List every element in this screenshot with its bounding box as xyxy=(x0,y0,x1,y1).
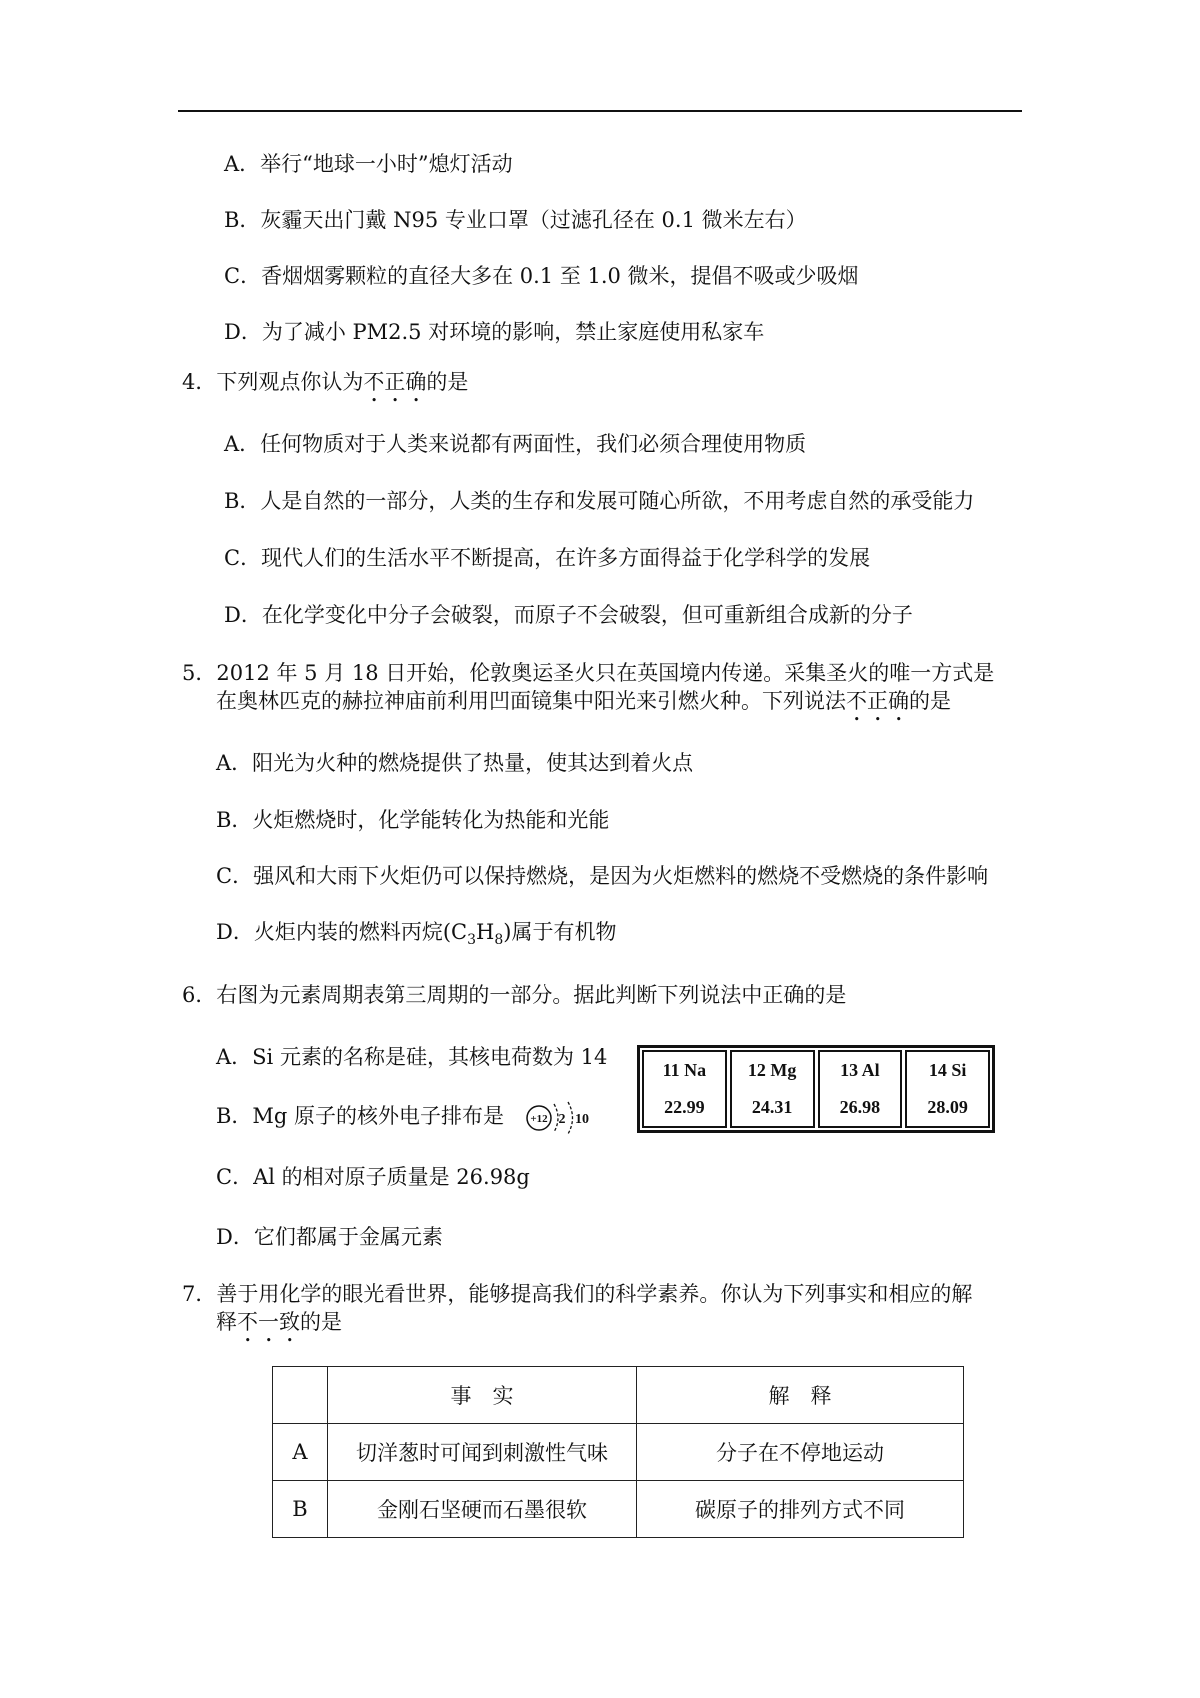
table-row xyxy=(273,1481,964,1538)
q5-option-d-sub1: 3 xyxy=(467,932,477,949)
mg-shell1: 2 xyxy=(558,1112,566,1127)
q6-stem-text: 右图为元素周期表第三周期的一部分。据此判断下列说法中正确的是 xyxy=(216,983,847,1007)
table-header-cell: 事 实 xyxy=(328,1367,637,1424)
element-cell-si xyxy=(905,1050,990,1128)
q5-option-b: B．火炬燃烧时，化学能转化为热能和光能 xyxy=(216,808,610,832)
element-mass: 28.09 xyxy=(927,1097,968,1117)
q5-stem-line1 xyxy=(182,659,994,687)
q7-table xyxy=(272,1366,964,1538)
q7-line2-post: 的是 xyxy=(300,1310,342,1334)
q7-line1: 善于用化学的眼光看世界，能够提高我们的科学素养。你认为下列事实和相应的解 xyxy=(216,1282,973,1306)
table-cell: 金刚石坚硬而石墨很软 xyxy=(328,1481,637,1538)
q7-line2-emphasis: 不一致 xyxy=(237,1310,300,1334)
q5-option-d-post: )属于有机物 xyxy=(503,920,617,944)
mg-shell2: 10 xyxy=(575,1112,589,1127)
q6-option-b: B．Mg 原子的核外电子排布是 xyxy=(216,1104,505,1128)
element-cell-al xyxy=(818,1050,903,1128)
element-mass: 22.99 xyxy=(664,1097,705,1117)
q7-stem-line1 xyxy=(182,1280,972,1308)
q6-option-d: D．它们都属于金属元素 xyxy=(216,1225,443,1249)
q3-option-c: C．香烟烟雾颗粒的直径大多在 0.1 至 1.0 微米，提倡不吸或少吸烟 xyxy=(224,264,859,288)
table-header-row xyxy=(273,1367,964,1424)
element-symbol: 11 Na xyxy=(662,1060,707,1080)
q4-option-d: D．在化学变化中分子会破裂，而原子不会破裂，但可重新组合成新的分子 xyxy=(224,603,913,627)
q7-line2-pre: 释 xyxy=(216,1310,237,1334)
q5-line2-pre: 在奥林匹克的赫拉神庙前利用凹面镜集中阳光来引燃火种。下列说法 xyxy=(216,689,846,713)
q7-stem-line2 xyxy=(216,1308,342,1347)
element-cell-na xyxy=(642,1050,727,1128)
periodic-table-fragment xyxy=(637,1045,995,1133)
q4-stem xyxy=(182,368,468,407)
q6-stem xyxy=(182,981,846,1009)
q3-option-a: A．举行“地球一小时”熄灯活动 xyxy=(224,152,513,176)
q4-stem-emphasis: 不正确 xyxy=(363,370,427,394)
element-mass: 26.98 xyxy=(839,1097,881,1117)
q5-option-c: C．强风和大雨下火炬仍可以保持燃烧，是因为火炬燃料的燃烧不受燃烧的条件影响 xyxy=(216,864,989,888)
mg-nucleus: +12 xyxy=(530,1113,548,1125)
q5-line2-post: 的是 xyxy=(909,689,951,713)
q5-line2-emphasis: 不正确 xyxy=(846,689,909,713)
table-cell: 碳原子的排列方式不同 xyxy=(637,1481,964,1538)
element-mass: 24.31 xyxy=(751,1097,793,1117)
q4-stem-pre: 下列观点你认为 xyxy=(216,370,364,394)
element-cell-mg xyxy=(730,1050,815,1128)
table-cell: 切洋葱时可闻到刺激性气味 xyxy=(328,1424,637,1481)
q5-line1: 2012 年 5 月 18 日开始，伦敦奥运圣火只在英国境内传递。采集圣火的唯一方式是 xyxy=(216,661,995,685)
q5-option-d xyxy=(216,918,616,954)
q4-option-c: C．现代人们的生活水平不断提高，在许多方面得益于化学科学的发展 xyxy=(224,546,871,570)
table-cell: B xyxy=(273,1481,328,1538)
q4-option-a: A．任何物质对于人类来说都有两面性，我们必须合理使用物质 xyxy=(224,432,807,456)
table-row xyxy=(273,1424,964,1481)
element-symbol: 14 Si xyxy=(928,1060,967,1080)
element-symbol: 13 Al xyxy=(840,1060,880,1080)
header-rule xyxy=(178,110,1022,112)
q3-option-d: D．为了减小 PM2.5 对环境的影响，禁止家庭使用私家车 xyxy=(224,320,765,344)
q5-option-d-sub2: 8 xyxy=(494,932,504,949)
q6-number: 6． xyxy=(182,983,217,1007)
q5-option-d-mid: H xyxy=(476,920,495,944)
q4-number: 4． xyxy=(182,370,217,394)
table-header-cell xyxy=(273,1367,328,1424)
table-cell: A xyxy=(273,1424,328,1481)
q4-option-b: B．人是自然的一部分，人类的生存和发展可随心所欲，不用考虑自然的承受能力 xyxy=(224,489,975,513)
q3-option-b: B．灰霾天出门戴 N95 专业口罩（过滤孔径在 0.1 微米左右） xyxy=(224,208,807,232)
q5-option-d-pre: D．火炬内装的燃料丙烷(C xyxy=(216,920,468,944)
q5-stem-line2 xyxy=(216,687,951,726)
mg-atom-diagram xyxy=(524,1101,594,1135)
element-symbol: 12 Mg xyxy=(747,1060,797,1080)
table-cell: 分子在不停地运动 xyxy=(637,1424,964,1481)
q5-option-a: A．阳光为火种的燃烧提供了热量，使其达到着火点 xyxy=(216,751,694,775)
q7-number: 7． xyxy=(182,1282,217,1306)
q6-option-c: C．Al 的相对原子质量是 26.98g xyxy=(216,1165,530,1189)
q6-option-a: A．Si 元素的名称是硅，其核电荷数为 14 xyxy=(216,1045,608,1069)
table-header-cell: 解 释 xyxy=(637,1367,964,1424)
q5-number: 5． xyxy=(182,661,217,685)
q4-stem-post: 的是 xyxy=(426,370,469,394)
